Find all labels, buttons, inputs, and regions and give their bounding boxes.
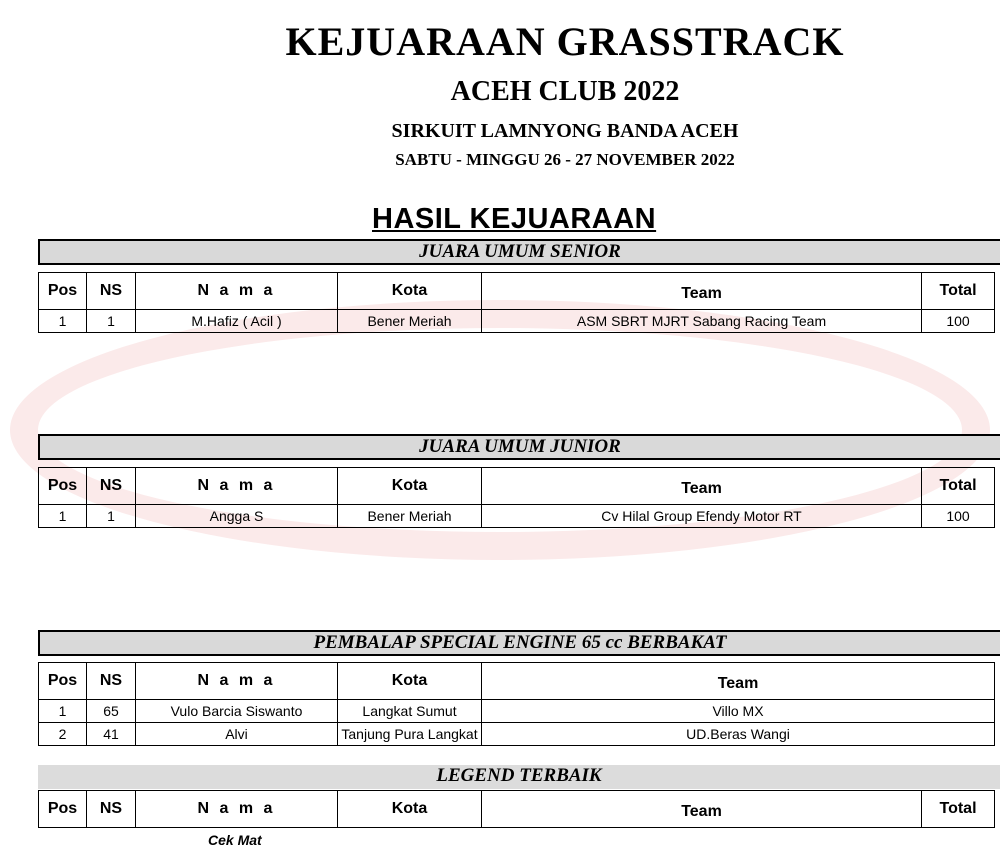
col-nama: N a m a bbox=[136, 791, 338, 828]
col-kota: Kota bbox=[338, 791, 482, 828]
col-ns: NS bbox=[87, 273, 136, 310]
col-ns: NS bbox=[87, 663, 136, 700]
table-header-row bbox=[39, 791, 995, 828]
col-kota: Kota bbox=[338, 273, 482, 310]
col-ns: NS bbox=[87, 468, 136, 505]
table-row bbox=[39, 723, 995, 746]
cell-team: Cv Hilal Group Efendy Motor RT bbox=[482, 505, 922, 528]
col-pos: Pos bbox=[39, 791, 87, 828]
col-nama: N a m a bbox=[136, 468, 338, 505]
col-team: Team bbox=[482, 468, 922, 505]
cell-ns: 41 bbox=[87, 723, 136, 746]
table-header-row bbox=[39, 663, 995, 700]
cell-ns: 65 bbox=[87, 700, 136, 723]
cell-team: Villo MX bbox=[482, 700, 995, 723]
cell-nama: Alvi bbox=[136, 723, 338, 746]
table-header-row bbox=[39, 468, 995, 505]
col-ns: NS bbox=[87, 791, 136, 828]
junior-table bbox=[38, 467, 995, 528]
cell-pos: 1 bbox=[39, 310, 87, 333]
section-title-senior: JUARA UMUM SENIOR bbox=[38, 239, 1000, 265]
cell-ns: 1 bbox=[87, 505, 136, 528]
cell-total: 100 bbox=[922, 505, 995, 528]
col-team: Team bbox=[482, 791, 922, 828]
event-date: SABTU - MINGGU 26 - 27 NOVEMBER 2022 bbox=[395, 150, 735, 169]
legend-first-name: Cek Mat bbox=[208, 832, 262, 848]
section-title-special: PEMBALAP SPECIAL ENGINE 65 cc BERBAKAT bbox=[38, 630, 1000, 656]
col-pos: Pos bbox=[39, 663, 87, 700]
cell-pos: 1 bbox=[39, 700, 87, 723]
col-total: Total bbox=[922, 791, 995, 828]
col-pos: Pos bbox=[39, 273, 87, 310]
event-title: KEJUARAAN GRASSTRACK bbox=[285, 19, 845, 64]
col-pos: Pos bbox=[39, 468, 87, 505]
special-table bbox=[38, 662, 995, 746]
col-nama: N a m a bbox=[136, 663, 338, 700]
cell-kota: Bener Meriah bbox=[338, 505, 482, 528]
cell-pos: 1 bbox=[39, 505, 87, 528]
table-row bbox=[39, 505, 995, 528]
table-row bbox=[39, 310, 995, 333]
col-kota: Kota bbox=[338, 663, 482, 700]
col-nama: N a m a bbox=[136, 273, 338, 310]
cell-ns: 1 bbox=[87, 310, 136, 333]
cell-nama: Angga S bbox=[136, 505, 338, 528]
cell-kota: Tanjung Pura Langkat bbox=[338, 723, 482, 746]
cell-team: ASM SBRT MJRT Sabang Racing Team bbox=[482, 310, 922, 333]
cell-kota: Bener Meriah bbox=[338, 310, 482, 333]
table-row bbox=[39, 700, 995, 723]
legend-table bbox=[38, 790, 995, 828]
col-team: Team bbox=[482, 273, 922, 310]
col-total: Total bbox=[922, 273, 995, 310]
event-subtitle: ACEH CLUB 2022 bbox=[450, 76, 680, 107]
cell-nama: M.Hafiz ( Acil ) bbox=[136, 310, 338, 333]
cell-total: 100 bbox=[922, 310, 995, 333]
col-total: Total bbox=[922, 468, 995, 505]
section-title-junior: JUARA UMUM JUNIOR bbox=[38, 434, 1000, 460]
cell-kota: Langkat Sumut bbox=[338, 700, 482, 723]
cell-team: UD.Beras Wangi bbox=[482, 723, 995, 746]
results-heading: HASIL KEJUARAAN bbox=[372, 203, 657, 235]
col-team: Team bbox=[482, 663, 995, 700]
col-kota: Kota bbox=[338, 468, 482, 505]
table-header-row bbox=[39, 273, 995, 310]
cell-nama: Vulo Barcia Siswanto bbox=[136, 700, 338, 723]
section-title-legend: LEGEND TERBAIK bbox=[38, 765, 1000, 789]
senior-table bbox=[38, 272, 995, 333]
cell-pos: 2 bbox=[39, 723, 87, 746]
event-venue: SIRKUIT LAMNYONG BANDA ACEH bbox=[391, 120, 739, 142]
